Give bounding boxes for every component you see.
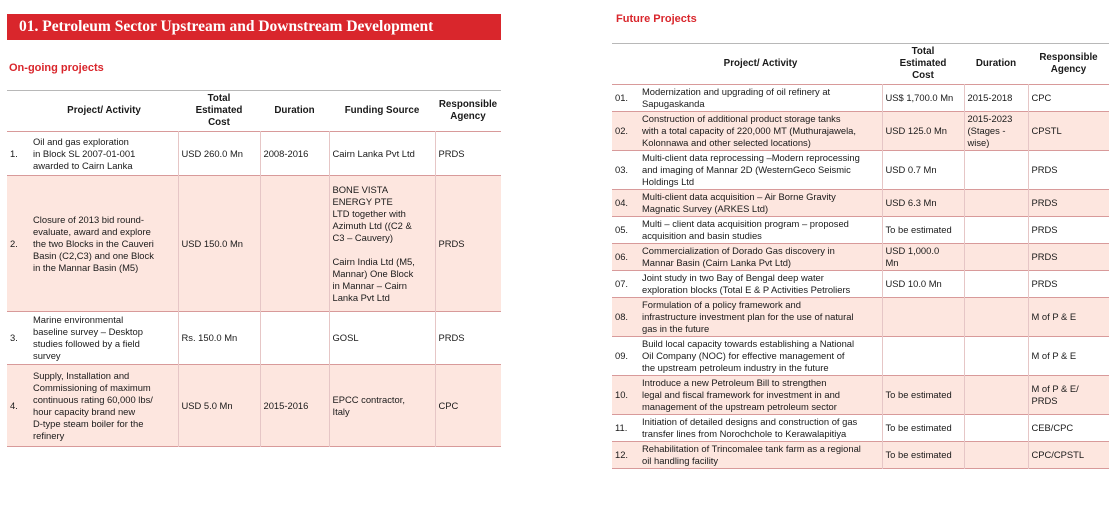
header-duration: Duration xyxy=(274,105,315,116)
cell-agency: PRDS xyxy=(1031,278,1058,289)
table-row xyxy=(612,442,1109,469)
cell-project: Marine environmental baseline survey – Desktop studies followed by a field survey xyxy=(30,312,178,365)
cell-project: Formulation of a policy framework and infrastructure investment plan for the use of natural gas in the future xyxy=(639,298,882,337)
cell-duration xyxy=(964,244,1028,271)
row-number: 3. xyxy=(10,332,18,343)
header-project: Project/ Activity xyxy=(723,58,798,69)
cell-duration: 2015-2023 (Stages - wise) xyxy=(964,112,1028,151)
table-row xyxy=(7,365,501,447)
table-row xyxy=(612,337,1109,376)
cell-agency: M of P & E/ PRDS xyxy=(1031,383,1079,406)
cell-cost: USD 1,000.0 Mn xyxy=(882,244,964,271)
cell-duration xyxy=(964,271,1028,298)
cell-cost: USD 125.0 Mn xyxy=(882,112,964,151)
row-number: 1. xyxy=(10,147,18,159)
cell-cost: To be estimated xyxy=(882,217,964,244)
table-row xyxy=(612,298,1109,337)
cell-cost: To be estimated xyxy=(882,376,964,415)
cell-duration xyxy=(964,298,1028,337)
cell-cost: USD 6.3 Mn xyxy=(882,190,964,217)
row-number: 2. xyxy=(10,237,18,249)
cell-cost: US$ 1,700.0 Mn xyxy=(882,85,964,112)
cell-duration xyxy=(964,337,1028,376)
cell-project: Build local capacity towards establishing a National Oil Company (NOC) for effective management of the upstream petroleum industry in the future xyxy=(639,337,882,376)
cell-duration xyxy=(964,190,1028,217)
cell-duration xyxy=(260,176,329,312)
header-cost: Total Estimated Cost xyxy=(195,93,243,128)
cell-cost: To be estimated xyxy=(882,442,964,469)
future-projects-table xyxy=(612,43,1109,469)
cell-duration: 2015-2018 xyxy=(964,85,1028,112)
ongoing-projects-label: On-going projects xyxy=(9,62,104,74)
header-cost: Total Estimated Cost xyxy=(899,46,947,81)
cell-project: Multi – client data acquisition program – proposed acquisition and basin studies xyxy=(639,217,882,244)
section-title: 01. Petroleum Sector Upstream and Downstream Development xyxy=(7,14,501,40)
cell-duration xyxy=(964,442,1028,469)
ongoing-header-row xyxy=(7,91,501,132)
row-number: 02. xyxy=(615,125,629,136)
cell-funding: GOSL xyxy=(329,312,435,365)
cell-project: Modernization and upgrading of oil refinery at Sapugaskanda xyxy=(639,85,882,112)
future-header-row xyxy=(612,44,1109,85)
table-row xyxy=(612,151,1109,190)
table-row xyxy=(612,190,1109,217)
cell-agency: PRDS xyxy=(1031,197,1058,208)
cell-agency: M of P & E xyxy=(1031,350,1077,361)
header-agency: Responsible Agency xyxy=(1039,52,1098,75)
cell-agency: CPC/CPSTL xyxy=(1031,449,1085,460)
row-number: 01. xyxy=(615,92,629,103)
cell-project: Introduce a new Petroleum Bill to strengthen legal and fiscal framework for investment in and management of the upstream petroleum sector xyxy=(639,376,882,415)
row-number: 07. xyxy=(615,278,629,289)
cell-agency: PRDS xyxy=(1031,164,1058,175)
cell-agency: CEB/CPC xyxy=(1031,422,1074,433)
table-row xyxy=(612,244,1109,271)
header-funding: Funding Source xyxy=(344,105,420,116)
header-duration: Duration xyxy=(975,58,1017,69)
cell-duration: 2015-2016 xyxy=(260,365,329,447)
cell-cost: To be estimated xyxy=(882,415,964,442)
table-row xyxy=(7,132,501,176)
table-row xyxy=(612,376,1109,415)
cell-agency: PRDS xyxy=(1031,251,1058,262)
cell-funding: BONE VISTA ENERGY PTE LTD together with Azimuth Ltd ((C2 & C3 – Cauvery) Cairn India Ltd (M5, Mannar) One Block in Mannar – Cairn Lanka Pvt Ltd xyxy=(329,176,435,312)
cell-cost: USD 5.0 Mn xyxy=(178,365,260,447)
row-number: 09. xyxy=(615,350,629,361)
cell-duration xyxy=(964,151,1028,190)
row-number: 11. xyxy=(615,422,628,433)
cell-project: Closure of 2013 bid round- evaluate, award and explore the two Blocks in the Cauveri Basin (C2,C3) and one Block in the Mannar Basin (M5) xyxy=(30,176,178,312)
cell-project: Multi-client data acquisition – Air Borne Gravity Magnatic Survey (ARKES Ltd) xyxy=(639,190,882,217)
cell-agency: PRDS xyxy=(438,332,465,343)
row-number: 03. xyxy=(615,164,629,175)
cell-duration xyxy=(964,217,1028,244)
cell-agency: CPC xyxy=(1031,92,1052,103)
cell-agency: CPSTL xyxy=(1031,125,1062,136)
cell-project: Construction of additional product storage tanks with a total capacity of 220,000 MT (Muthurajawela, Kolonnawa and other selected locations) xyxy=(639,112,882,151)
cell-project: Supply, Installation and Commissioning of maximum continuous rating 60,000 lbs/ hour capacity brand new D-type steam boiler for the refinery xyxy=(30,365,178,447)
cell-project: Rehabilitation of Trincomalee tank farm as a regional oil handling facility xyxy=(639,442,882,469)
table-row xyxy=(612,271,1109,298)
row-number: 04. xyxy=(615,197,629,208)
table-row xyxy=(612,85,1109,112)
row-number: 05. xyxy=(615,224,629,235)
cell-agency: CPC xyxy=(438,399,459,411)
cell-cost: USD 10.0 Mn xyxy=(882,271,964,298)
cell-cost xyxy=(882,298,964,337)
row-number: 08. xyxy=(615,311,629,322)
table-row xyxy=(7,312,501,365)
table-row xyxy=(612,112,1109,151)
table-row xyxy=(612,217,1109,244)
cell-project: Initiation of detailed designs and construction of gas transfer lines from Norochchole to Kerawalapitiya xyxy=(639,415,882,442)
cell-cost: USD 260.0 Mn xyxy=(178,132,260,176)
cell-project: Commercialization of Dorado Gas discovery in Mannar Basin (Cairn Lanka Pvt Ltd) xyxy=(639,244,882,271)
cell-cost: USD 150.0 Mn xyxy=(178,176,260,312)
cell-duration xyxy=(260,312,329,365)
row-number: 10. xyxy=(615,389,629,400)
cell-cost: USD 0.7 Mn xyxy=(882,151,964,190)
ongoing-projects-table xyxy=(7,90,501,447)
cell-agency: PRDS xyxy=(438,147,465,159)
future-projects-label: Future Projects xyxy=(616,13,697,25)
cell-funding: EPCC contractor, Italy xyxy=(329,365,435,447)
cell-cost: Rs. 150.0 Mn xyxy=(178,312,260,365)
cell-funding: Cairn Lanka Pvt Ltd xyxy=(329,132,435,176)
cell-duration xyxy=(964,376,1028,415)
cell-agency: PRDS xyxy=(438,237,465,249)
row-number: 12. xyxy=(615,449,629,460)
cell-duration: 2008-2016 xyxy=(260,132,329,176)
row-number: 06. xyxy=(615,251,629,262)
table-row xyxy=(7,176,501,312)
cell-project: Multi-client data reprocessing –Modern reprocessing and imaging of Mannar 2D (WesternGeco Seismic Holdings Ltd xyxy=(639,151,882,190)
row-number: 4. xyxy=(10,399,18,411)
cell-project: Joint study in two Bay of Bengal deep water exploration blocks (Total E & P Activities Petroliers xyxy=(639,271,882,298)
cell-project: Oil and gas exploration in Block SL 2007-01-001 awarded to Cairn Lanka xyxy=(30,132,178,176)
header-agency: Responsible Agency xyxy=(438,99,498,122)
header-project: Project/ Activity xyxy=(67,105,141,116)
cell-duration xyxy=(964,415,1028,442)
cell-cost xyxy=(882,337,964,376)
cell-agency: M of P & E xyxy=(1031,311,1077,322)
table-row xyxy=(612,415,1109,442)
cell-agency: PRDS xyxy=(1031,224,1058,235)
